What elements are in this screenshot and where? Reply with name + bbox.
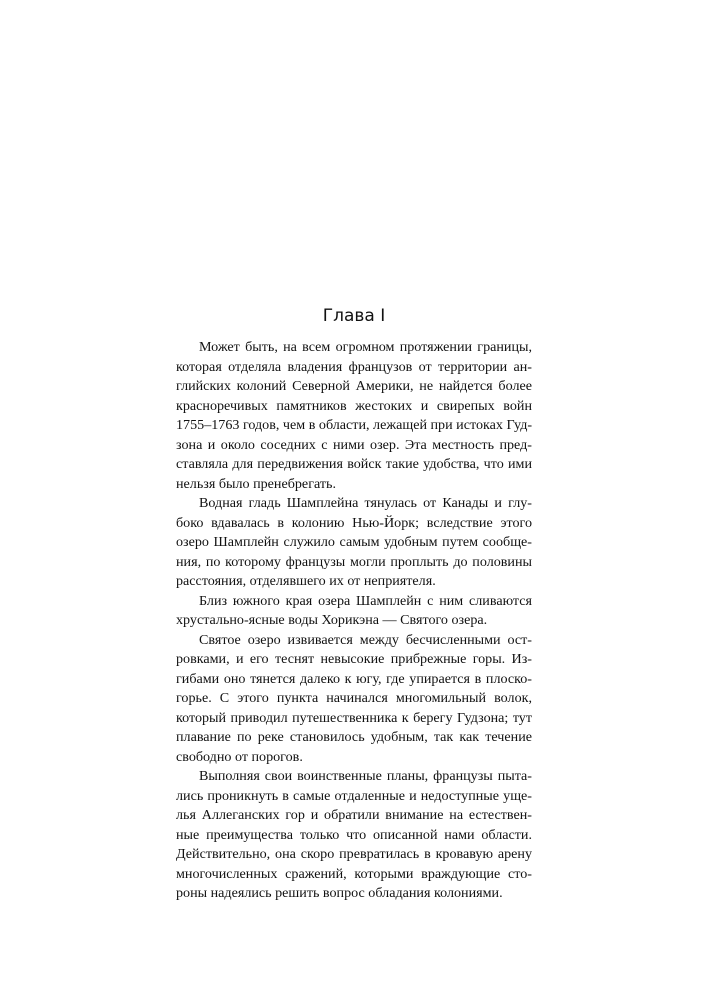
paragraph [176, 592, 532, 631]
text-line: ные преимущества только что описанной нами области. [176, 826, 532, 843]
text-line: лись проникнуть в самые отдаленные и недоступные уще- [176, 787, 532, 804]
text-line: лья Аллеганских гор и обратили внимание на естествен- [176, 807, 532, 823]
text-line: многочисленных сражений, которыми враждующие сто- [176, 865, 532, 882]
text-line: горье. С этого пункта начинался многомильный волок, [176, 690, 532, 706]
text-line: которая отделяла владения французов от территории ан- [176, 358, 532, 375]
text-line: который приводил путешественника к берегу Гудзона; тут [176, 709, 532, 726]
text-line: расстояния, отделявшего их от неприятеля. [176, 573, 436, 589]
text-line: плавание по реке становилось удобным, так как течение [176, 729, 532, 745]
text-line: Может быть, на всем огромном протяжении границы, [199, 339, 532, 355]
text-line: озеро Шамплейн служило самым удобным путем сообще- [176, 534, 532, 550]
text-line: 1755–1763 годов, чем в области, лежащей при истоках Гуд- [176, 417, 533, 433]
chapter-text [176, 338, 532, 904]
paragraph [176, 631, 532, 768]
text-line: глийских колоний Северной Америки, не найдется более [176, 378, 532, 394]
text-line: Выполняя свои воинственные планы, французы пыта- [199, 768, 532, 784]
text-line: ровками, и его теснят невысокие прибрежные горы. Из- [176, 651, 532, 667]
text-line: Святое озеро извивается между бесчисленными ост- [199, 631, 532, 648]
text-line: боко вдавалась в колонию Нью-Йорк; вследствие этого [176, 514, 532, 531]
paragraph [176, 767, 532, 904]
text-line: хрустально-ясные воды Хорикэна — Святого озера. [176, 612, 488, 628]
text-line: зона и около соседних с ними озер. Эта местность пред- [176, 436, 532, 453]
text-line: Действительно, она скоро превратилась в кровавую арену [176, 846, 532, 862]
text-line: нельзя было пренебрегать. [176, 475, 336, 492]
paragraph [176, 338, 532, 494]
paragraph [176, 494, 532, 592]
text-line: свободно от порогов. [176, 748, 303, 765]
text-line: ния, по которому французы могли проплыть до половины [176, 553, 532, 570]
text-line: Водная гладь Шамплейна тянулась от Канады и глу- [199, 495, 532, 511]
text-line: красноречивых памятников жестоких и свирепых войн [176, 397, 532, 414]
text-line: Близ южного края озера Шамплейн с ним сливаются [199, 592, 532, 609]
text-line: роны надеялись решить вопрос обладания колониями. [176, 885, 503, 901]
chapter-title: Глава I [322, 306, 386, 326]
text-line: гибами оно тянется далеко к югу, где упирается в плоско- [176, 670, 532, 687]
text-line: ставляла для передвижения войск такие удобства, что ими [176, 456, 532, 472]
